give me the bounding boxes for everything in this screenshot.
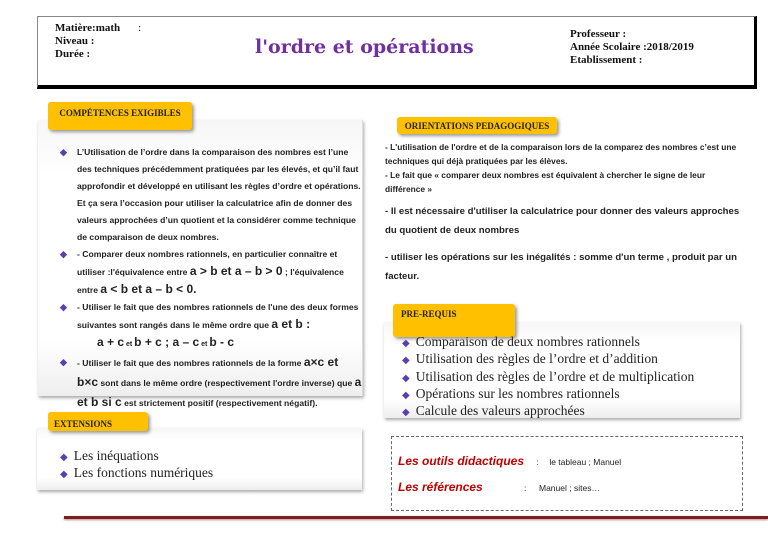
list-item-text: Les inéquations <box>73 448 159 463</box>
diamond-bullet-icon: ◆ <box>402 372 410 384</box>
list-item <box>402 403 694 420</box>
matiere: Matière:math <box>55 22 121 34</box>
competence-2-cont: ; l'équivalence entre <box>77 267 344 295</box>
diamond-bullet-icon: ◆ <box>60 452 68 463</box>
list-item-text: Opérations sur les nombres rationnels <box>415 385 620 401</box>
diamond-bullet-icon: ◆ <box>60 147 67 157</box>
extensions-label: EXTENSIONS <box>48 412 148 431</box>
competence-4-end: est strictement positif (respectivement négatif). <box>121 398 318 408</box>
list-item <box>402 334 694 351</box>
list-item-text: Utilisation des règles de l’ordre et de multiplication <box>415 368 695 384</box>
extensions-list <box>60 448 213 482</box>
professeur: Professeur : <box>570 28 627 40</box>
outils-box <box>391 436 743 511</box>
orientation-1: - L'utilisation de l'ordre et de la comparaison lors de la comparez des nombres c’est une techniques qui déjà pratiquées par les élèves. <box>385 142 737 166</box>
sep: : <box>536 457 539 467</box>
diamond-bullet-icon: ◆ <box>60 469 68 480</box>
et: et <box>199 341 210 348</box>
math-expr: a et b : <box>271 317 311 331</box>
list-item-text: Calcule des valeurs approchées <box>415 403 585 419</box>
colon: : <box>138 22 142 34</box>
list-item-text: Les fonctions numériques <box>73 465 214 480</box>
orientations-text <box>385 140 740 286</box>
diamond-bullet-icon: ◆ <box>60 302 67 312</box>
competence-4: - Utiliser le fait que des nombres rationnels de la forme <box>77 358 304 368</box>
duree: Durée : <box>55 48 91 60</box>
list-item <box>402 369 694 386</box>
list-item <box>402 386 694 403</box>
bottom-divider <box>64 516 768 519</box>
math-expr: a > b et a – b > 0 <box>189 264 283 278</box>
list-item-text: Comparaison de deux nombres rationnels <box>415 334 640 349</box>
math-expr: b + c ; a – c <box>134 335 200 349</box>
references-value: Manuel ; sites… <box>539 483 600 493</box>
competences-text <box>60 144 362 413</box>
header-left <box>55 22 141 61</box>
header-right <box>570 28 694 67</box>
references-label: Les références <box>398 480 483 494</box>
prerequis-list <box>402 334 694 420</box>
outils-label: Les outils didactiques <box>398 454 525 468</box>
competence-2: - Comparer deux nombres rationnels, en particulier connaître et utiliser :l'équivalence entre <box>77 249 338 277</box>
etablissement: Etablissement : <box>570 54 643 66</box>
et: et <box>124 341 135 348</box>
list-item <box>60 448 213 465</box>
competence-1: L’Utilisation de l’ordre dans la comparaison des nombres est l’une des techniques précédemment pratiquées par les élevés, et qu’il faut approfondir et développé en utilisant les règles d’ordre et opérations. Et ça sera l’occasion pour utiliser la calculatrice afin de donner des valeurs approchées d’un quotient et la considérer comme technique de comparaison de deux nombres. <box>77 147 361 242</box>
diamond-bullet-icon: ◆ <box>402 338 410 349</box>
outils-row <box>398 452 621 470</box>
orientation-2: - Le fait que « comparer deux nombres est équivalent à chercher le signe de leur différence » <box>385 170 706 194</box>
orientation-3: - Il est nécessaire d'utiliser la calculatrice pour donner des valeurs approches du quotient de deux nombres <box>385 206 740 236</box>
list-item <box>402 351 694 368</box>
competences-label: COMPÉTENCES EXIGIBLES <box>48 102 192 130</box>
diamond-bullet-icon: ◆ <box>402 407 410 419</box>
diamond-bullet-icon: ◆ <box>60 249 67 259</box>
list-item <box>60 465 213 482</box>
competence-4-cont: sont dans le même ordre (respectivement l'ordre inverse) que <box>98 378 355 388</box>
orientation-4: - utiliser les opérations sur les inégalités : somme d'un terme , produit par un facteur. <box>385 252 737 282</box>
math-expr: a + c <box>97 335 125 349</box>
competence-3: - Utiliser le fait que des nombres rationnels de l'une des deux formes suivantes sont rangés dans le même ordre que <box>77 302 359 330</box>
math-expr: b - c <box>209 335 234 349</box>
outils-value: le tableau ; Manuel <box>549 457 622 467</box>
math-expr: a et b si c <box>77 375 362 409</box>
annee-scolaire: Année Scolaire :2018/2019 <box>570 41 694 53</box>
niveau: Niveau : <box>55 35 95 47</box>
diamond-bullet-icon: ◆ <box>60 357 67 367</box>
page-title: l'ordre et opérations <box>255 36 474 58</box>
orientations-label: ORIENTATIONS PEDAGOGIQUES <box>397 117 557 134</box>
diamond-bullet-icon: ◆ <box>402 355 410 367</box>
math-expr: a×c et b×c <box>77 355 339 389</box>
math-expr: a < b et a – b < 0. <box>100 282 197 296</box>
diamond-bullet-icon: ◆ <box>402 389 410 401</box>
list-item-text: Utilisation des règles de l’ordre et d’addition <box>415 351 658 367</box>
references-sep: : <box>524 483 527 493</box>
prerequis-label: PRE-REQUIS <box>393 304 515 337</box>
